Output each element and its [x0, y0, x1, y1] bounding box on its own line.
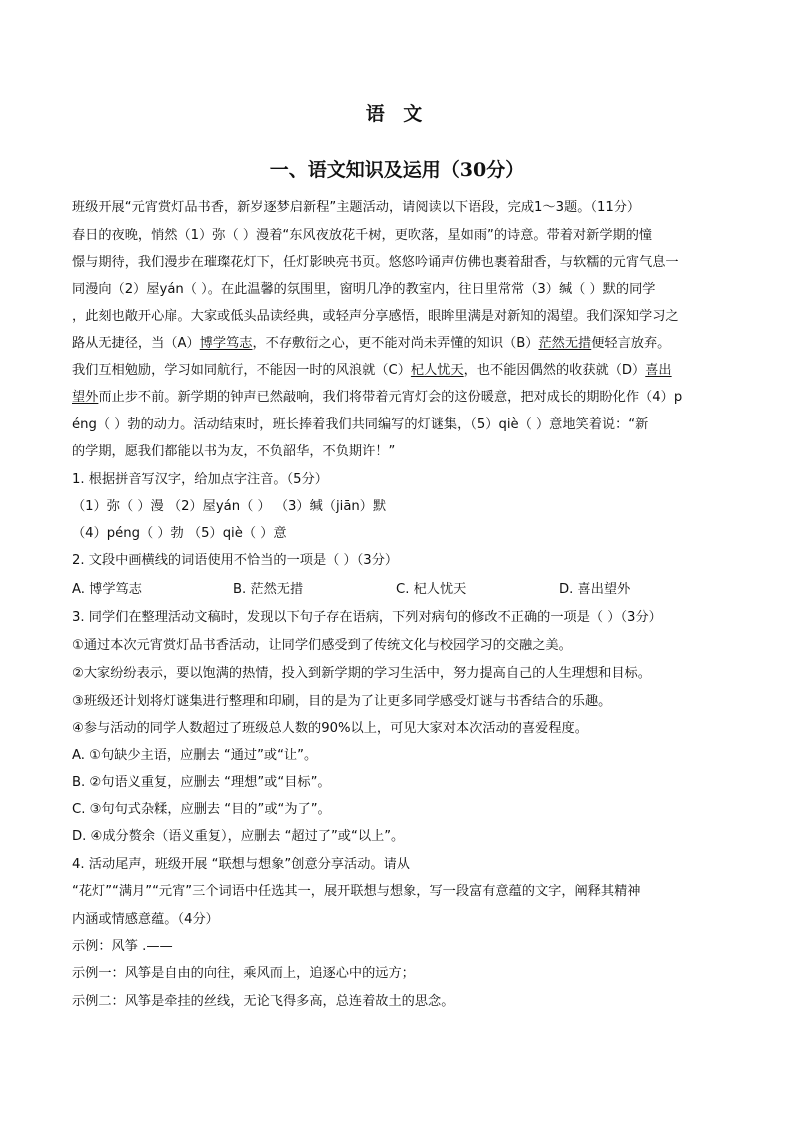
- passage-line-8: éng（ ）勃的动力。活动结束时，班长捧着我们共同编写的灯谜集，（5）qiè（ ）意地笑着说：“新: [72, 417, 649, 432]
- q2-option-b: B. 茫然无措: [233, 582, 304, 597]
- q3-option-d: D. ④成分赘余（语义重复），应删去 “超过了”或“以上”。: [72, 829, 405, 844]
- passage-line-4: ，此刻也敞开心扉。大家或低头品读经典，或轻声分享感悟，眼眸里满是对新知的渴望。我们深知学习之: [72, 309, 679, 324]
- underlined-term-c: 杞人忧天: [410, 363, 464, 378]
- q2-option-d: D. 喜出望外: [559, 582, 631, 597]
- question-4-line-3: 内涵或情感意蕴。（4分）: [72, 912, 219, 927]
- question-1-row-1: （1）弥（ ）漫 （2）屋yán（ ） （3）缄（jiān）默: [72, 499, 387, 514]
- passage-text: 便轻言放弃。: [591, 336, 671, 351]
- question-1: 1. 根据拼音写汉字，给加点字注音。（5分）: [72, 472, 328, 487]
- q3-option-c: C. ③句句式杂糅，应删去 “目的”或“为了”。: [72, 802, 331, 817]
- underlined-term-d: 喜出: [645, 363, 672, 378]
- question-4-line-1: 4. 活动尾声，班级开展 “联想与想象”创意分享活动。请从: [72, 857, 410, 872]
- q2-option-a: A. 博学笃志: [72, 582, 142, 597]
- q3-option-a: A. ①句缺少主语，应删去 “通过”或“让”。: [72, 748, 318, 763]
- section-title: 一、语文知识及运用（30分）: [269, 159, 525, 181]
- q2-option-c: C. 杞人忧天: [396, 582, 467, 597]
- example-label: 示例：风筝 .——: [72, 939, 173, 954]
- q3-option-b: B. ②句语义重复，应删去 “理想”或“目标”。: [72, 775, 331, 790]
- underlined-term-b: 茫然无措: [538, 336, 592, 351]
- passage-line-1: 春日的夜晚，悄然（1）弥（ ）漫着“东风夜放花千树，更吹落，星如雨”的诗意。带着对新学期的憧: [72, 228, 653, 243]
- example-1: 示例一：风筝是自由的向往，乘风而上，追逐心中的远方；: [72, 966, 415, 981]
- passage-intro: 班级开展“元宵赏灯品书香，新岁逐梦启新程”主题活动，请阅读以下语段，完成1～3题。（11分）: [72, 200, 641, 215]
- q3-sentence-1: ①通过本次元宵赏灯品书香活动，让同学们感受到了传统文化与校园学习的交融之美。: [72, 638, 572, 653]
- example-2: 示例二：风筝是牵挂的丝线，无论飞得多高，总连着故土的思念。: [72, 994, 455, 1009]
- passage-line-6: [72, 361, 724, 381]
- question-1-row-2: （4）péng（ ）勃 （5）qiè（ ）意: [72, 526, 287, 541]
- underlined-term-a: 博学笃志: [199, 336, 253, 351]
- passage-text: ，不存敷衍之心，更不能对尚未弄懂的知识（B）: [252, 336, 539, 351]
- passage-line-2: 憬与期待，我们漫步在璀璨花灯下，任灯影映亮书页。悠悠吟诵声仿佛也裹着甜香，与软糯的元宵气息一: [72, 255, 679, 270]
- subject-title: 语 文: [365, 103, 429, 125]
- passage-text: 我们互相勉励，学习如同航行，不能因一时的风浪就（C）: [72, 363, 411, 378]
- passage-text: 路从无捷径，当（A）: [72, 336, 200, 351]
- passage-text: ，也不能因偶然的收获就（D）: [463, 363, 646, 378]
- q3-sentence-2: ②大家纷纷表示，要以饱满的热情，投入到新学期的学习生活中，努力提高自己的人生理想和目标。: [72, 666, 651, 681]
- passage-line-9: 的学期，愿我们都能以书为友，不负韶华，不负期许！”: [72, 444, 396, 459]
- q3-sentence-4: ④参与活动的同学人数超过了班级总人数的90%以上，可见大家对本次活动的喜爱程度。: [72, 721, 588, 736]
- passage-line-3: 同漫向（2）屋yán（ ）。在此温馨的氛围里，窗明几净的教室内，往日里常常（3）缄（ ）默的同学: [72, 282, 656, 297]
- question-3: 3. 同学们在整理活动文稿时，发现以下句子存在语病，下列对病句的修改不正确的一项是（ ）（3分）: [72, 610, 662, 625]
- question-2: 2. 文段中画横线的词语使用不恰当的一项是（ ）（3分）: [72, 553, 399, 568]
- passage-line-7: [72, 388, 724, 408]
- q3-sentence-3: ③班级还计划将灯谜集进行整理和印刷，目的是为了让更多同学感受灯谜与书香结合的乐趣。: [72, 694, 612, 709]
- question-4-line-2: “花灯”“满月”“元宵”三个词语中任选其一，展开联想与想象，写一段富有意蕴的文字，阐释其精神: [72, 884, 641, 899]
- passage-line-5: [72, 334, 724, 354]
- underlined-term-d-cont: 望外: [72, 390, 99, 405]
- passage-text: 而止步不前。新学期的钟声已然敲响，我们将带着元宵灯会的这份暖意，把对成长的期盼化作（4）p: [98, 390, 683, 405]
